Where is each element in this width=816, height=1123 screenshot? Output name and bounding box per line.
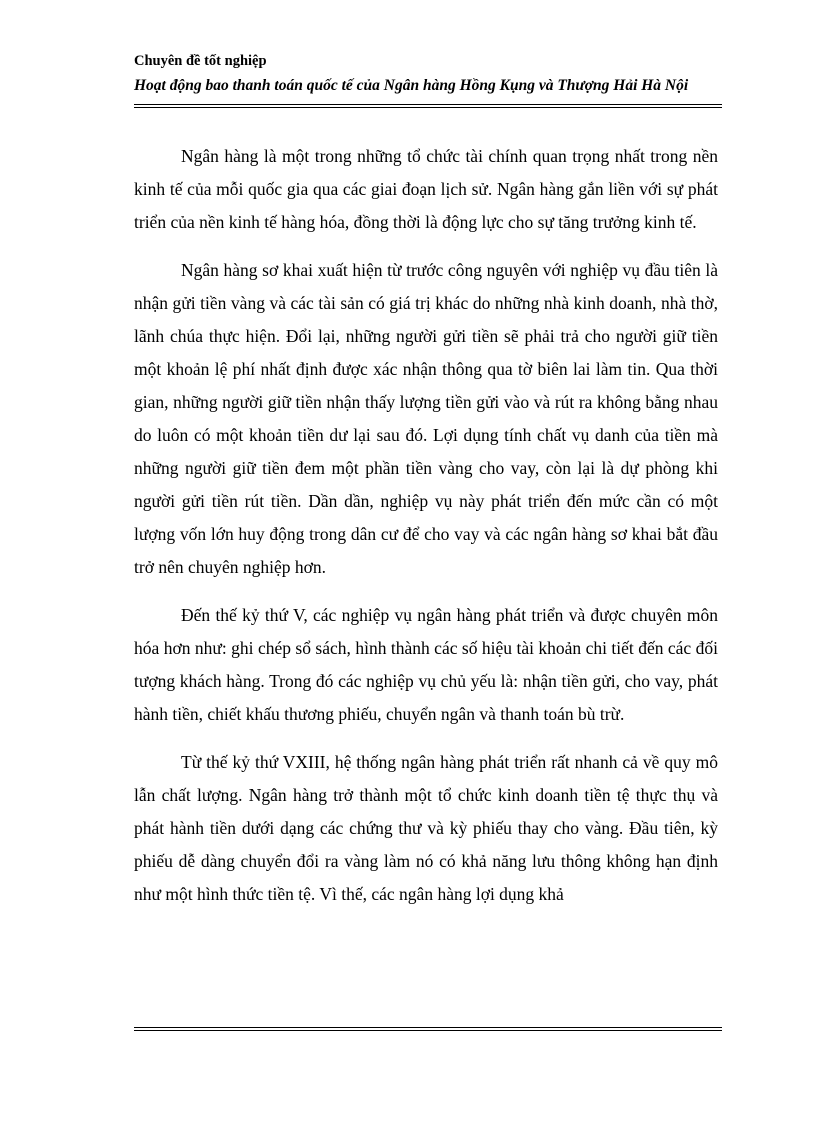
paragraph: Ngân hàng sơ khai xuất hiện từ trước công nguyên với nghiệp vụ đầu tiên là nhận gửi tiền vàng và các tài sản có giá trị khác do những nhà kinh doanh, nhà thờ, lãnh chúa thực hiện. Đổi lại, những người gửi tiền sẽ phải trả cho người giữ tiền một khoản lệ phí nhất định được xác nhận thông qua tờ biên lai làm tin. Qua thời gian, những người giữ tiền nhận thấy lượng tiền gửi vào và rút ra không bằng nhau do luôn có một khoản tiền dư lại sau đó. Lợi dụng tính chất vụ danh của tiền mà những người giữ tiền đem một phần tiền vàng cho vay, còn lại là dự phòng khi người gửi tiền rút tiền. Dần dần, nghiệp vụ này phát triển đến mức cần có một lượng vốn lớn huy động trong dân cư để cho vay và các ngân hàng sơ khai bắt đầu trở nên chuyên nghiệp hơn. — [134, 260, 718, 577]
header-divider-bottom-line — [134, 107, 722, 108]
header-divider-top-line — [134, 104, 722, 105]
header-topic: Chuyên đề tốt nghiệp — [134, 53, 267, 69]
paragraph: Ngân hàng là một trong những tổ chức tài chính quan trọng nhất trong nền kinh tế của mỗi quốc gia qua các giai đoạn lịch sử. Ngân hàng gắn liền với sự phát triển của nền kinh tế hàng hóa, đồng thời là động lực cho sự tăng trưởng kinh tế. — [134, 146, 718, 232]
paragraph: Đến thế kỷ thứ V, các nghiệp vụ ngân hàng phát triển và được chuyên môn hóa hơn như: ghi chép sổ sách, hình thành các số hiệu tài khoản chi tiết đến các đối tượng khách hàng. Trong đó các nghiệp vụ chủ yếu là: nhận tiền gửi, cho vay, phát hành tiền, chiết khấu thương phiếu, chuyển ngân và thanh toán bù trừ. — [134, 605, 718, 724]
header-title: Hoạt động bao thanh toán quốc tế của Ngân hàng Hồng Kụng và Thượng Hải Hà Nội — [134, 77, 689, 94]
page-header — [134, 52, 724, 96]
paragraph: Từ thế kỷ thứ VXIII, hệ thống ngân hàng phát triển rất nhanh cả về quy mô lẫn chất lượng. Ngân hàng trở thành một tổ chức kinh doanh tiền tệ thực thụ và phát hành tiền dưới dạng các chứng thư và kỳ phiếu thay cho vàng. Đầu tiên, kỳ phiếu dễ dàng chuyển đổi ra vàng làm nó có khả năng lưu thông không hạn định như một hình thức tiền tệ. Vì thế, các ngân hàng lợi dụng khả — [134, 752, 718, 904]
footer-divider-top-line — [134, 1027, 722, 1028]
footer-divider-bottom-line — [134, 1030, 722, 1031]
body-text — [134, 140, 718, 926]
